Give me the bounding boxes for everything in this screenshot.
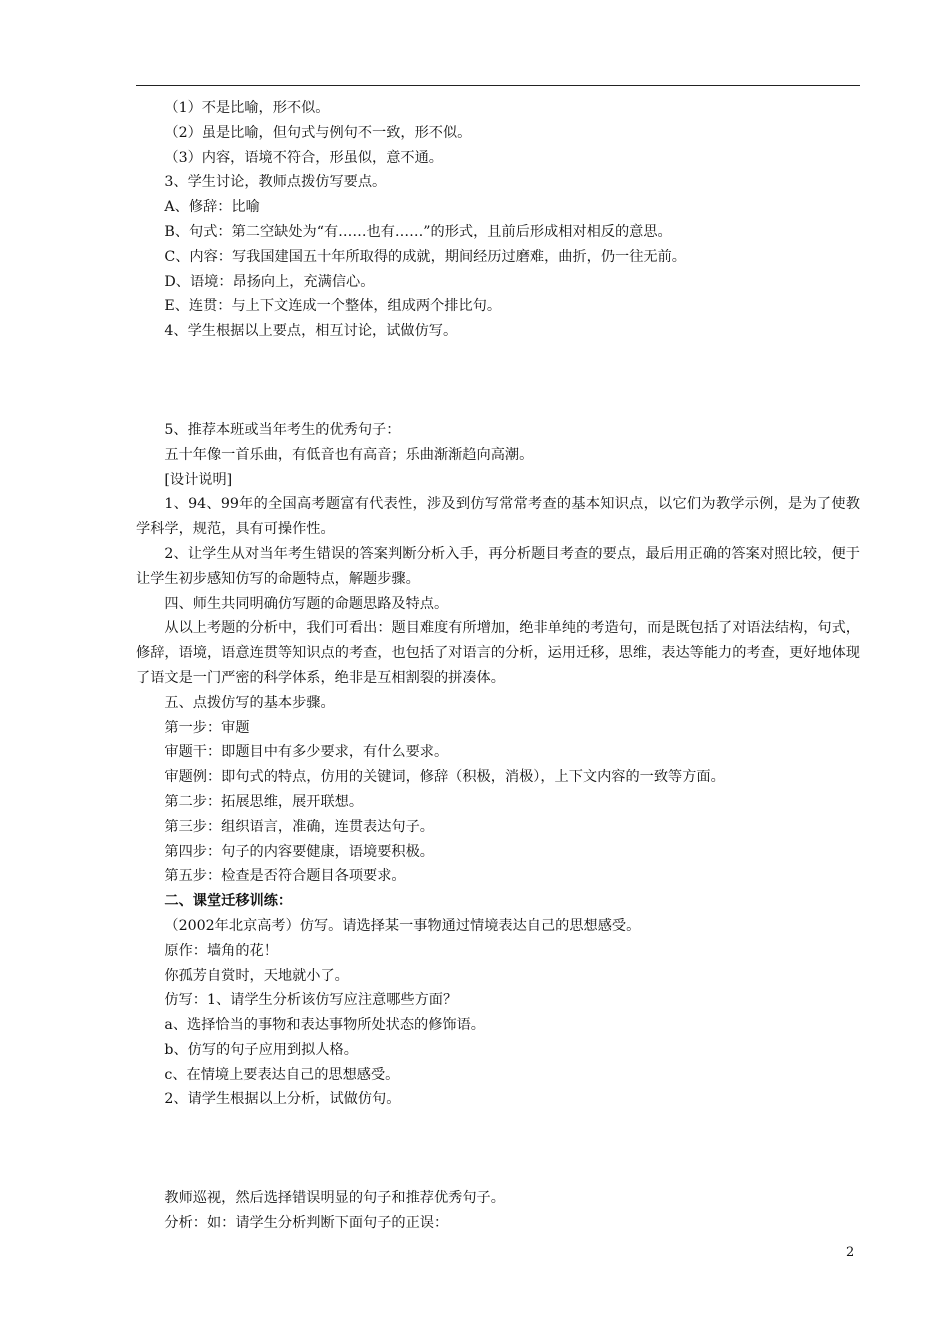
page-number: 2 xyxy=(846,1245,855,1260)
text-line: 仿写：1、请学生分析该仿写应注意哪些方面？ xyxy=(164,992,458,1009)
text-line: A、修辞：比喻 xyxy=(164,199,260,216)
text-line: （3）内容，语境不符合，形虽似，意不通。 xyxy=(164,149,443,166)
blank-space xyxy=(136,1112,860,1186)
text-line: 4、学生根据以上要点，相互讨论，试做仿写。 xyxy=(164,323,458,340)
text-line: 分析：如：请学生分析判断下面句子的正误： xyxy=(164,1215,449,1232)
text-line: （2）虽是比喻，但句式与例句不一致，形不似。 xyxy=(164,124,472,141)
text-line: a、选择恰当的事物和表达事物所处状态的修饰语。 xyxy=(164,1017,485,1034)
section-heading: 五、点拨仿写的基本步骤。 xyxy=(164,694,335,711)
text-line: 五十年像一首乐曲，有低音也有高音；乐曲渐渐趋向高潮。 xyxy=(164,446,534,463)
paragraph: 从以上考题的分析中，我们可看出：题目难度有所增加，绝非单纯的考造句，而是既包括了对语法结构，句式，修辞，语境，语意连贯等知识点的考查，也包括了对语言的分析，运用迁移，思维，表达等能力的考查，更好地体现了语文是一门严密的科学体系，绝非是互相割裂的拼凑体。 xyxy=(136,620,860,686)
text-line: （1）不是比喻，形不似。 xyxy=(164,100,330,116)
text-line: B、句式：第二空缺处为“有……也有……”的形式，且前后形成相对相反的意思。 xyxy=(164,223,672,240)
text-line: 教师巡视，然后选择错误明显的句子和推荐优秀句子。 xyxy=(164,1190,505,1207)
text-line: 原作：墙角的花！ xyxy=(164,942,278,959)
paragraph: 1、94、99年的全国高考题富有代表性，涉及到仿写常常考查的基本知识点，以它们为教学示例，是为了使教学科学，规范，具有可操作性。 xyxy=(136,496,860,538)
text-line: 第一步：审题 xyxy=(164,719,250,736)
blank-space xyxy=(136,344,860,418)
text-line: b、仿写的句子应用到拟人格。 xyxy=(164,1041,358,1058)
text-line: 5、推荐本班或当年考生的优秀句子： xyxy=(164,421,401,438)
text-line: D、语境：昂扬向上，充满信心。 xyxy=(164,273,375,290)
text-line: C、内容：写我国建国五十年所取得的成就，期间经历过磨难，曲折，仍一往无前。 xyxy=(164,248,686,265)
text-line: 第三步：组织语言，准确，连贯表达句子。 xyxy=(164,818,434,835)
text-line: 审题干：即题目中有多少要求，有什么要求。 xyxy=(164,744,449,761)
text-line: 2、请学生根据以上分析，试做仿句。 xyxy=(164,1091,401,1108)
text-line: 你孤芳自赏时，天地就小了。 xyxy=(164,967,349,984)
text-line: 第四步：句子的内容要健康，语境要积极。 xyxy=(164,843,434,860)
text-line: 审题例：即句式的特点，仿用的关键词，修辞（积极，消极），上下文内容的一致等方面。 xyxy=(164,769,725,786)
text-line: 第五步：检查是否符合题目各项要求。 xyxy=(164,868,406,885)
design-note-heading: [设计说明] xyxy=(164,471,233,488)
page-body xyxy=(136,96,860,1236)
text-line: E、连贯：与上下文连成一个整体，组成两个排比句。 xyxy=(164,298,502,315)
header-rule xyxy=(136,85,860,86)
section-heading: 四、师生共同明确仿写题的命题思路及特点。 xyxy=(164,595,449,612)
paragraph: 2、让学生从对当年考生错误的答案判断分析入手，再分析题目考查的要点，最后用正确的答案对照比较，便于让学生初步感知仿写的命题特点，解题步骤。 xyxy=(136,545,860,587)
text-line: c、在情境上要表达自己的思想感受。 xyxy=(164,1066,400,1083)
text-line: 3、学生讨论，教师点拨仿写要点。 xyxy=(164,174,387,191)
text-line: （2002年北京高考）仿写。请选择某一事物通过情境表达自己的思想感受。 xyxy=(164,917,641,934)
bold-section-heading: 二、课堂迁移训练： xyxy=(164,893,293,910)
text-line: 第二步：拓展思维，展开联想。 xyxy=(164,793,364,810)
